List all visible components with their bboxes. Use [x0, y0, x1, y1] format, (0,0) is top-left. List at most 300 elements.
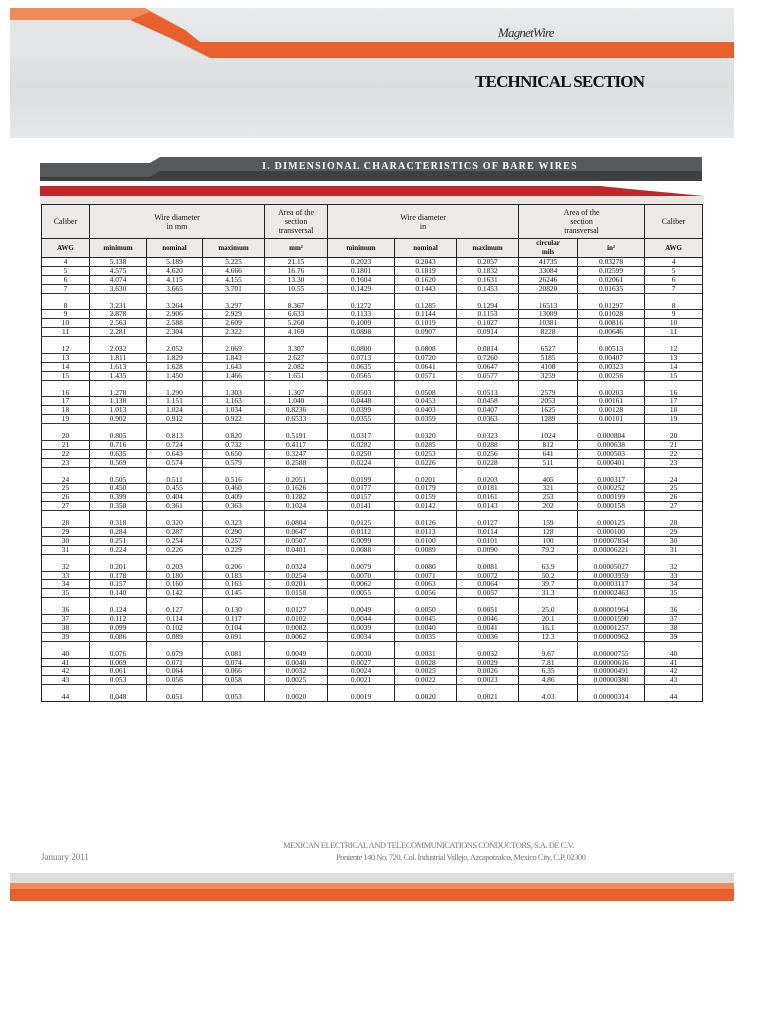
- table-cell: 14: [42, 362, 90, 371]
- table-cell: 0.0099: [328, 536, 395, 545]
- table-cell: 159: [519, 519, 578, 527]
- table-cell: 0.1801: [328, 266, 395, 275]
- table-cell: 6: [645, 275, 703, 284]
- table-cell: 0.0143: [457, 502, 519, 511]
- table-cell: 10.55: [265, 284, 328, 293]
- table-cell: 0.069: [90, 658, 147, 667]
- table-cell: 0.0070: [328, 571, 395, 580]
- table-cell: 0.0030: [328, 650, 395, 658]
- table-cell: 0.000125: [578, 519, 645, 527]
- table-cell: 0.1819: [395, 266, 457, 275]
- table-cell: 6.35: [519, 667, 578, 676]
- table-cell: 0.0055: [328, 589, 395, 598]
- table-cell: 0.0072: [457, 571, 519, 580]
- table-cell: 0.091: [203, 632, 265, 641]
- table-cell: 0.1009: [328, 319, 395, 328]
- table-cell: 4: [645, 258, 703, 267]
- table-cell: 0.0317: [328, 432, 395, 440]
- table-cell: 0.0285: [395, 440, 457, 449]
- table-cell: 0.0113: [395, 528, 457, 537]
- table-row: [42, 310, 703, 319]
- table-cell: 0.229: [203, 545, 265, 554]
- table-cell: 0.0081: [457, 563, 519, 571]
- table-cell: 26: [645, 493, 703, 502]
- table-cell: 0.00128: [578, 406, 645, 415]
- table-row: [42, 371, 703, 380]
- header-swoosh: [10, 8, 734, 68]
- table-cell: 0.071: [147, 658, 203, 667]
- table-cell: 34: [645, 580, 703, 589]
- table-row: [42, 406, 703, 415]
- table-cell: 0.0034: [328, 632, 395, 641]
- col-area-mm: Area of the section transversal: [265, 205, 328, 239]
- table-cell: 25: [42, 484, 90, 493]
- table-cell: 0.251: [90, 536, 147, 545]
- table-cell: 0.0226: [395, 458, 457, 467]
- table-cell: 41: [645, 658, 703, 667]
- table-cell: 0.0025: [395, 667, 457, 676]
- table-cell: 33: [42, 571, 90, 580]
- table-cell: 1.278: [90, 389, 147, 397]
- table-cell: 22: [42, 449, 90, 458]
- table-cell: 0.0026: [457, 667, 519, 676]
- table-cell: 0.01028: [578, 310, 645, 319]
- table-cell: 5.225: [203, 258, 265, 267]
- table-row: [42, 606, 703, 614]
- table-cell: 0.0513: [457, 389, 519, 397]
- table-cell: 0.569: [90, 458, 147, 467]
- table-cell: 0.0089: [395, 545, 457, 554]
- table-row: [42, 623, 703, 632]
- table-cell: 0.0199: [328, 476, 395, 484]
- table-cell: 0.0503: [328, 389, 395, 397]
- table-cell: 0.160: [147, 580, 203, 589]
- table-cell: 0.0025: [265, 676, 328, 685]
- table-cell: 0.178: [90, 571, 147, 580]
- table-cell: 41: [42, 658, 90, 667]
- table-cell: 0.805: [90, 432, 147, 440]
- table-cell: 0.813: [147, 432, 203, 440]
- table-cell: 1.013: [90, 406, 147, 415]
- table-cell: 31: [645, 545, 703, 554]
- table-cell: 0.02061: [578, 275, 645, 284]
- table-cell: 10381: [519, 319, 578, 328]
- table-cell: 0.0713: [328, 353, 395, 362]
- table-cell: 0.732: [203, 440, 265, 449]
- table-cell: 0.1024: [265, 502, 328, 511]
- table-cell: 0.0507: [265, 536, 328, 545]
- table-cell: 0.404: [147, 493, 203, 502]
- table-row: [42, 632, 703, 641]
- table-cell: 24: [645, 476, 703, 484]
- table-cell: 0.287: [147, 528, 203, 537]
- table-cell: 0.00407: [578, 353, 645, 362]
- table-cell: 13089: [519, 310, 578, 319]
- table-cell: 0.0112: [328, 528, 395, 537]
- table-cell: 0.0203: [457, 476, 519, 484]
- table-cell: 0.0029: [457, 658, 519, 667]
- table-cell: 12: [42, 345, 90, 353]
- table-row: [42, 519, 703, 527]
- table-cell: 0.1019: [395, 319, 457, 328]
- table-cell: 0.399: [90, 493, 147, 502]
- table-cell: 6: [42, 275, 90, 284]
- table-cell: 2.929: [203, 310, 265, 319]
- table-cell: 2.322: [203, 328, 265, 337]
- table-cell: 0.358: [90, 502, 147, 511]
- table-cell: 43: [42, 676, 90, 685]
- table-cell: 0.0028: [395, 658, 457, 667]
- table-cell: 0.00646: [578, 328, 645, 337]
- table-cell: 0.0320: [395, 432, 457, 440]
- table-cell: 0.2023: [328, 258, 395, 267]
- table-cell: 0.074: [203, 658, 265, 667]
- table-cell: 2.069: [203, 345, 265, 353]
- table-cell: 0.066: [203, 667, 265, 676]
- table-cell: 0.1153: [457, 310, 519, 319]
- table-cell: 0.0032: [457, 650, 519, 658]
- table-cell: 50.2: [519, 571, 578, 580]
- table-row: [42, 266, 703, 275]
- table-cell: 41735: [519, 258, 578, 267]
- table-cell: 0.363: [203, 502, 265, 511]
- table-cell: 1289: [519, 415, 578, 424]
- table-row: [42, 362, 703, 371]
- table-cell: 0.0201: [395, 476, 457, 484]
- table-cell: 1.303: [203, 389, 265, 397]
- table-cell: 812: [519, 440, 578, 449]
- table-cell: 0.180: [147, 571, 203, 580]
- table-cell: 0.1626: [265, 484, 328, 493]
- table-cell: 1024: [519, 432, 578, 440]
- table-cell: 0.3247: [265, 449, 328, 458]
- table-cell: 0.716: [90, 440, 147, 449]
- table-cell: 0.0458: [457, 397, 519, 406]
- table-cell: 0.0359: [395, 415, 457, 424]
- table-row: [42, 353, 703, 362]
- table-cell: 0.000252: [578, 484, 645, 493]
- table-cell: 31.3: [519, 589, 578, 598]
- table-cell: 0.206: [203, 563, 265, 571]
- table-cell: 0.0355: [328, 415, 395, 424]
- table-cell: 0.145: [203, 589, 265, 598]
- table-cell: 9: [645, 310, 703, 319]
- subheader-cell: circular mils: [519, 239, 578, 258]
- table-cell: 3259: [519, 371, 578, 380]
- table-cell: 0.450: [90, 484, 147, 493]
- table-cell: 1.024: [147, 406, 203, 415]
- table-cell: 0.000199: [578, 493, 645, 502]
- table-cell: 0.0080: [395, 563, 457, 571]
- table-cell: 40: [42, 650, 90, 658]
- table-cell: 0.0804: [265, 519, 328, 527]
- table-cell: 20: [42, 432, 90, 440]
- group-spacer: [42, 293, 703, 301]
- group-spacer: [42, 511, 703, 519]
- table-cell: 0.284: [90, 528, 147, 537]
- table-cell: 0.0032: [265, 667, 328, 676]
- table-cell: 23: [42, 458, 90, 467]
- table-cell: 17: [42, 397, 90, 406]
- table-cell: 0.104: [203, 623, 265, 632]
- table-cell: 0.00816: [578, 319, 645, 328]
- table-cell: 2.627: [265, 353, 328, 362]
- table-cell: 0.0448: [328, 397, 395, 406]
- table-cell: 511: [519, 458, 578, 467]
- table-cell: 36: [42, 606, 90, 614]
- table-cell: 2.032: [90, 345, 147, 353]
- table-cell: 27: [42, 502, 90, 511]
- table-cell: 0.0036: [457, 632, 519, 641]
- table-cell: 0.0179: [395, 484, 457, 493]
- table-cell: 0.0363: [457, 415, 519, 424]
- table-cell: 0.0020: [395, 693, 457, 701]
- table-cell: 33084: [519, 266, 578, 275]
- table-cell: 0.0024: [328, 667, 395, 676]
- col-area-in: Area of the section transversal: [519, 205, 645, 239]
- table-cell: 0.048: [90, 693, 147, 701]
- table-cell: 0.117: [203, 615, 265, 624]
- table-cell: 0.183: [203, 571, 265, 580]
- table-row: [42, 458, 703, 467]
- table-cell: 0.0090: [457, 545, 519, 554]
- subheader-cell: AWG: [645, 239, 703, 258]
- table-cell: 0.0201: [265, 580, 328, 589]
- table-cell: 0.00000755: [578, 650, 645, 658]
- table-cell: 0.201: [90, 563, 147, 571]
- subheader-cell: nominal: [395, 239, 457, 258]
- table-cell: 31: [42, 545, 90, 554]
- table-cell: 0.079: [147, 650, 203, 658]
- table-cell: 0.0114: [457, 528, 519, 537]
- table-cell: 33: [645, 571, 703, 580]
- table-cell: 3.701: [203, 284, 265, 293]
- table-cell: 16513: [519, 302, 578, 310]
- table-cell: 0.1282: [265, 493, 328, 502]
- bare-wire-table: [41, 204, 703, 702]
- table-cell: 0.0021: [328, 676, 395, 685]
- table-cell: 0.053: [90, 676, 147, 685]
- table-cell: 0.0062: [265, 632, 328, 641]
- table-cell: 0.0647: [457, 362, 519, 371]
- table-cell: 16.1: [519, 623, 578, 632]
- table-cell: 8: [645, 302, 703, 310]
- table-cell: 0.1285: [395, 302, 457, 310]
- table-cell: 0.00203: [578, 389, 645, 397]
- table-cell: 0.00006221: [578, 545, 645, 554]
- table-cell: 36: [645, 606, 703, 614]
- table-cell: 321: [519, 484, 578, 493]
- table-cell: 30: [42, 536, 90, 545]
- table-cell: 0.0044: [328, 615, 395, 624]
- table-cell: 0.00003117: [578, 580, 645, 589]
- table-cell: 0.0399: [328, 406, 395, 415]
- table-cell: 0.0181: [457, 484, 519, 493]
- footer-date: January 2011: [41, 852, 89, 862]
- table-cell: 4108: [519, 362, 578, 371]
- col-caliber: Caliber: [42, 205, 90, 239]
- table-cell: 0.257: [203, 536, 265, 545]
- table-cell: 0.0050: [395, 606, 457, 614]
- table-cell: 21.15: [265, 258, 328, 267]
- table-cell: 0.724: [147, 440, 203, 449]
- subheader-cell: AWG: [42, 239, 90, 258]
- table-cell: 0.511: [147, 476, 203, 484]
- table-cell: 0.00003959: [578, 571, 645, 580]
- table-cell: 0.0571: [395, 371, 457, 380]
- table-cell: 0.579: [203, 458, 265, 467]
- table-cell: 37: [645, 615, 703, 624]
- table-cell: 0.1272: [328, 302, 395, 310]
- table-cell: 0.089: [147, 632, 203, 641]
- group-spacer: [42, 685, 703, 693]
- table-cell: 0.0019: [328, 693, 395, 701]
- table-cell: 0.224: [90, 545, 147, 554]
- table-cell: 14: [645, 362, 703, 371]
- table-cell: 0.0127: [265, 606, 328, 614]
- table-cell: 42: [42, 667, 90, 676]
- table-cell: 20: [645, 432, 703, 440]
- col-caliber-right: Caliber: [645, 205, 703, 239]
- table-cell: 0.643: [147, 449, 203, 458]
- table-cell: 0.0040: [395, 623, 457, 632]
- table-cell: 0.00000380: [578, 676, 645, 685]
- table-cell: 13: [42, 353, 90, 362]
- table-cell: 0.00000491: [578, 667, 645, 676]
- table-row: [42, 528, 703, 537]
- table-cell: 0.1294: [457, 302, 519, 310]
- table-cell: 29: [42, 528, 90, 537]
- table-cell: 0.922: [203, 415, 265, 424]
- table-cell: 1.466: [203, 371, 265, 380]
- table-cell: 0.00007854: [578, 536, 645, 545]
- table-cell: 2.082: [265, 362, 328, 371]
- table-cell: 30: [645, 536, 703, 545]
- table-cell: 0.00000962: [578, 632, 645, 641]
- table-cell: 0.0323: [457, 432, 519, 440]
- group-spacer: [42, 554, 703, 562]
- table-cell: 4.115: [147, 275, 203, 284]
- table-cell: 35: [645, 589, 703, 598]
- table-cell: 0.2051: [265, 476, 328, 484]
- table-cell: 0.01297: [578, 302, 645, 310]
- table-cell: 0.0082: [265, 623, 328, 632]
- table-cell: 0.635: [90, 449, 147, 458]
- table-cell: 0.0161: [457, 493, 519, 502]
- table-cell: 0.02599: [578, 266, 645, 275]
- table-row: [42, 563, 703, 571]
- table-cell: 3.307: [265, 345, 328, 353]
- table-cell: 0.00161: [578, 397, 645, 406]
- table-cell: 0.00513: [578, 345, 645, 353]
- table-cell: 21: [42, 440, 90, 449]
- table-cell: 0.0027: [328, 658, 395, 667]
- table-cell: 25.0: [519, 606, 578, 614]
- table-row: [42, 302, 703, 310]
- table-cell: 10: [42, 319, 90, 328]
- table-row: [42, 667, 703, 676]
- table-cell: 100: [519, 536, 578, 545]
- table-cell: 2579: [519, 389, 578, 397]
- table-cell: 2.588: [147, 319, 203, 328]
- footer-company: MEXICAN ELECTRICAL AND TELECOMMUNICATIONS CONDUCTORS, S.A. DE C.V.: [283, 840, 574, 850]
- table-cell: 0.902: [90, 415, 147, 424]
- table-row: [42, 275, 703, 284]
- table-cell: 0.00000616: [578, 658, 645, 667]
- table-cell: 0.102: [147, 623, 203, 632]
- table-cell: 0.0049: [328, 606, 395, 614]
- table-row: [42, 589, 703, 598]
- table-cell: 4.666: [203, 266, 265, 275]
- table-row: [42, 615, 703, 624]
- table-cell: 5.138: [90, 258, 147, 267]
- table-cell: 0.0126: [395, 519, 457, 527]
- table-cell: 38: [645, 623, 703, 632]
- table-row: [42, 345, 703, 353]
- subheader-cell: maximum: [457, 239, 519, 258]
- table-cell: 34: [42, 580, 90, 589]
- table-cell: 1.843: [203, 353, 265, 362]
- table-row: [42, 693, 703, 701]
- table-title: I. DIMENSIONAL CHARACTERISTICS OF BARE WIRES: [262, 161, 578, 172]
- table-cell: 0.00256: [578, 371, 645, 380]
- table-cell: 0.00000314: [578, 693, 645, 701]
- table-cell: 0.00001590: [578, 615, 645, 624]
- table-cell: 38: [42, 623, 90, 632]
- table-cell: 17: [645, 397, 703, 406]
- table-cell: 0.320: [147, 519, 203, 527]
- table-cell: 23: [645, 458, 703, 467]
- table-cell: 0.0159: [395, 493, 457, 502]
- table-cell: 0.0814: [457, 345, 519, 353]
- table-cell: 4.074: [90, 275, 147, 284]
- table-cell: 0.0049: [265, 650, 328, 658]
- table-cell: 28: [42, 519, 90, 527]
- table-cell: 0.0142: [395, 502, 457, 511]
- table-cell: 0.0039: [328, 623, 395, 632]
- table-cell: 0.000158: [578, 502, 645, 511]
- table-row: [42, 580, 703, 589]
- table-cell: 0.127: [147, 606, 203, 614]
- table-cell: 0.0324: [265, 563, 328, 571]
- table-row: [42, 676, 703, 685]
- table-cell: 21: [645, 440, 703, 449]
- table-row: [42, 545, 703, 554]
- table-row: [42, 476, 703, 484]
- table-cell: 1.811: [90, 353, 147, 362]
- table-cell: 0.061: [90, 667, 147, 676]
- table-cell: 0.7260: [457, 353, 519, 362]
- table-cell: 0.157: [90, 580, 147, 589]
- table-cell: 0.03278: [578, 258, 645, 267]
- table-cell: 7: [42, 284, 90, 293]
- table-cell: 3.264: [147, 302, 203, 310]
- table-cell: 0.0031: [395, 650, 457, 658]
- table-cell: 16.76: [265, 266, 328, 275]
- table-cell: 12: [645, 345, 703, 353]
- table-cell: 0.505: [90, 476, 147, 484]
- table-cell: 0.0064: [457, 580, 519, 589]
- group-spacer: [42, 467, 703, 475]
- col-diameter-mm: Wire diameter in mm: [90, 205, 265, 239]
- table-cell: 6.633: [265, 310, 328, 319]
- table-cell: 1.307: [265, 389, 328, 397]
- subheader-cell: minimum: [328, 239, 395, 258]
- table-cell: 0.058: [203, 676, 265, 685]
- table-cell: 0.142: [147, 589, 203, 598]
- table-cell: 1625: [519, 406, 578, 415]
- subheader-cell: in²: [578, 239, 645, 258]
